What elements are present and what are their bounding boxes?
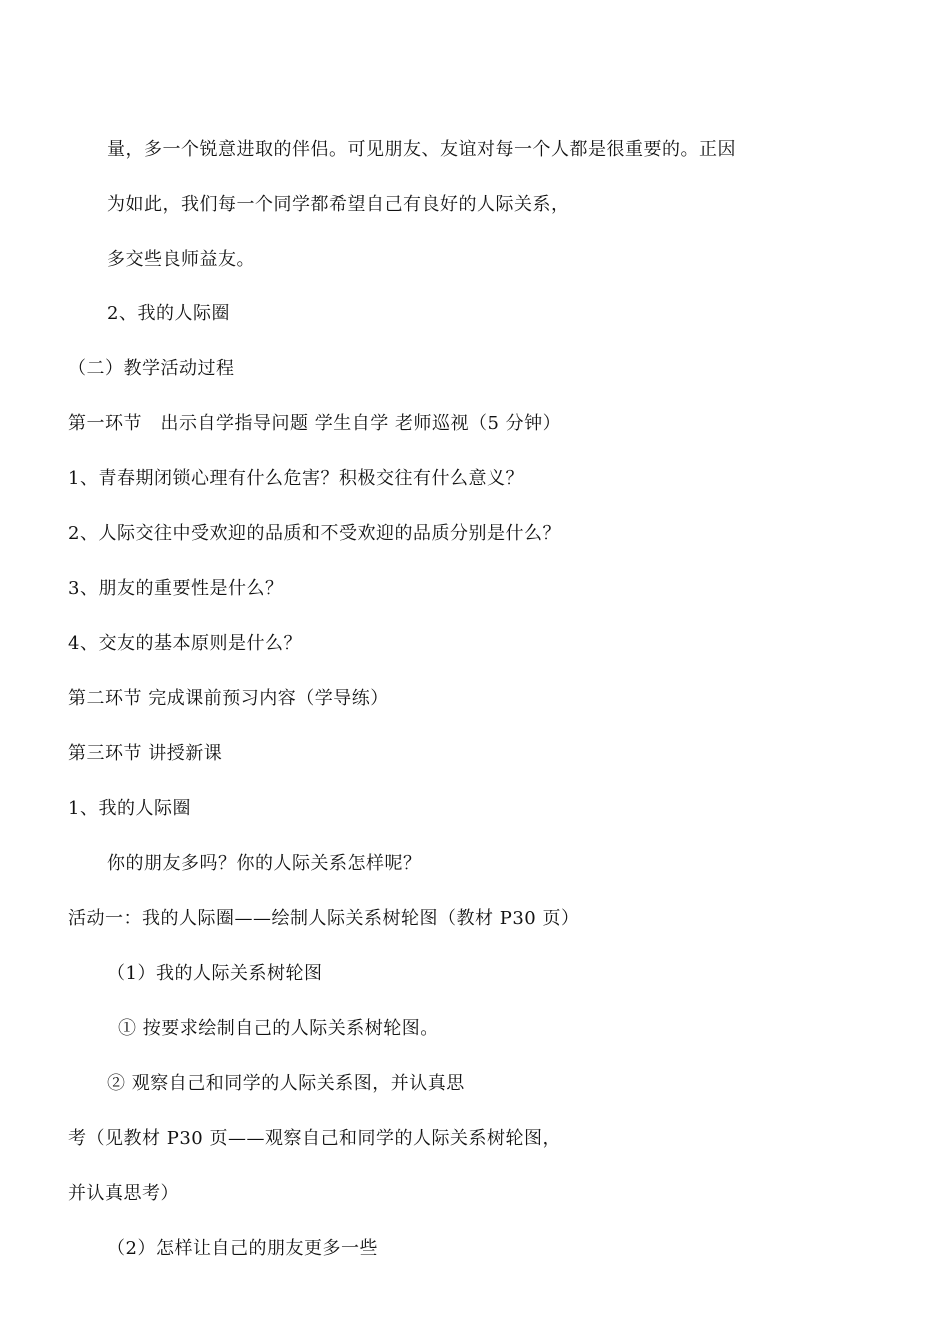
subsection-heading: （1）我的人际关系树轮图 (107, 963, 323, 984)
section-heading: 2、我的人际圈 (107, 303, 230, 324)
list-item: ① 按要求绘制自己的人际关系树轮图。 (118, 1018, 439, 1039)
activity-heading: 活动一：我的人际圈——绘制人际关系树轮图（教材 P30 页） (68, 908, 580, 929)
section-heading: 1、我的人际圈 (68, 798, 191, 819)
section-heading: 第二环节 完成课前预习内容（学导练） (68, 688, 389, 709)
paragraph-line: 量，多一个锐意进取的伴侣。可见朋友、友谊对每一个人都是很重要的。正因 (107, 139, 736, 160)
question-item: 2、人际交往中受欢迎的品质和不受欢迎的品质分别是什么？ (68, 523, 561, 544)
paragraph-line: 并认真思考） (68, 1183, 179, 1204)
section-heading: 第三环节 讲授新课 (68, 743, 223, 764)
paragraph-line: 考（见教材 P30 页——观察自己和同学的人际关系树轮图， (68, 1128, 561, 1149)
subsection-heading: （2）怎样让自己的朋友更多一些 (107, 1238, 378, 1259)
question-item: 4、交友的基本原则是什么？ (68, 633, 302, 654)
paragraph-line: 为如此，我们每一个同学都希望自己有良好的人际关系， (107, 194, 570, 215)
section-heading: （二）教学活动过程 (68, 358, 235, 379)
paragraph-line: 多交些良师益友。 (107, 249, 255, 270)
section-heading: 第一环节 出示自学指导问题 学生自学 老师巡视（5 分钟） (68, 413, 562, 434)
paragraph-line: 你的朋友多吗？你的人际关系怎样呢？ (107, 853, 422, 874)
question-item: 1、青春期闭锁心理有什么危害？积极交往有什么意义？ (68, 468, 524, 489)
list-item: ② 观察自己和同学的人际关系图，并认真思 (107, 1073, 465, 1094)
question-item: 3、朋友的重要性是什么？ (68, 578, 284, 599)
